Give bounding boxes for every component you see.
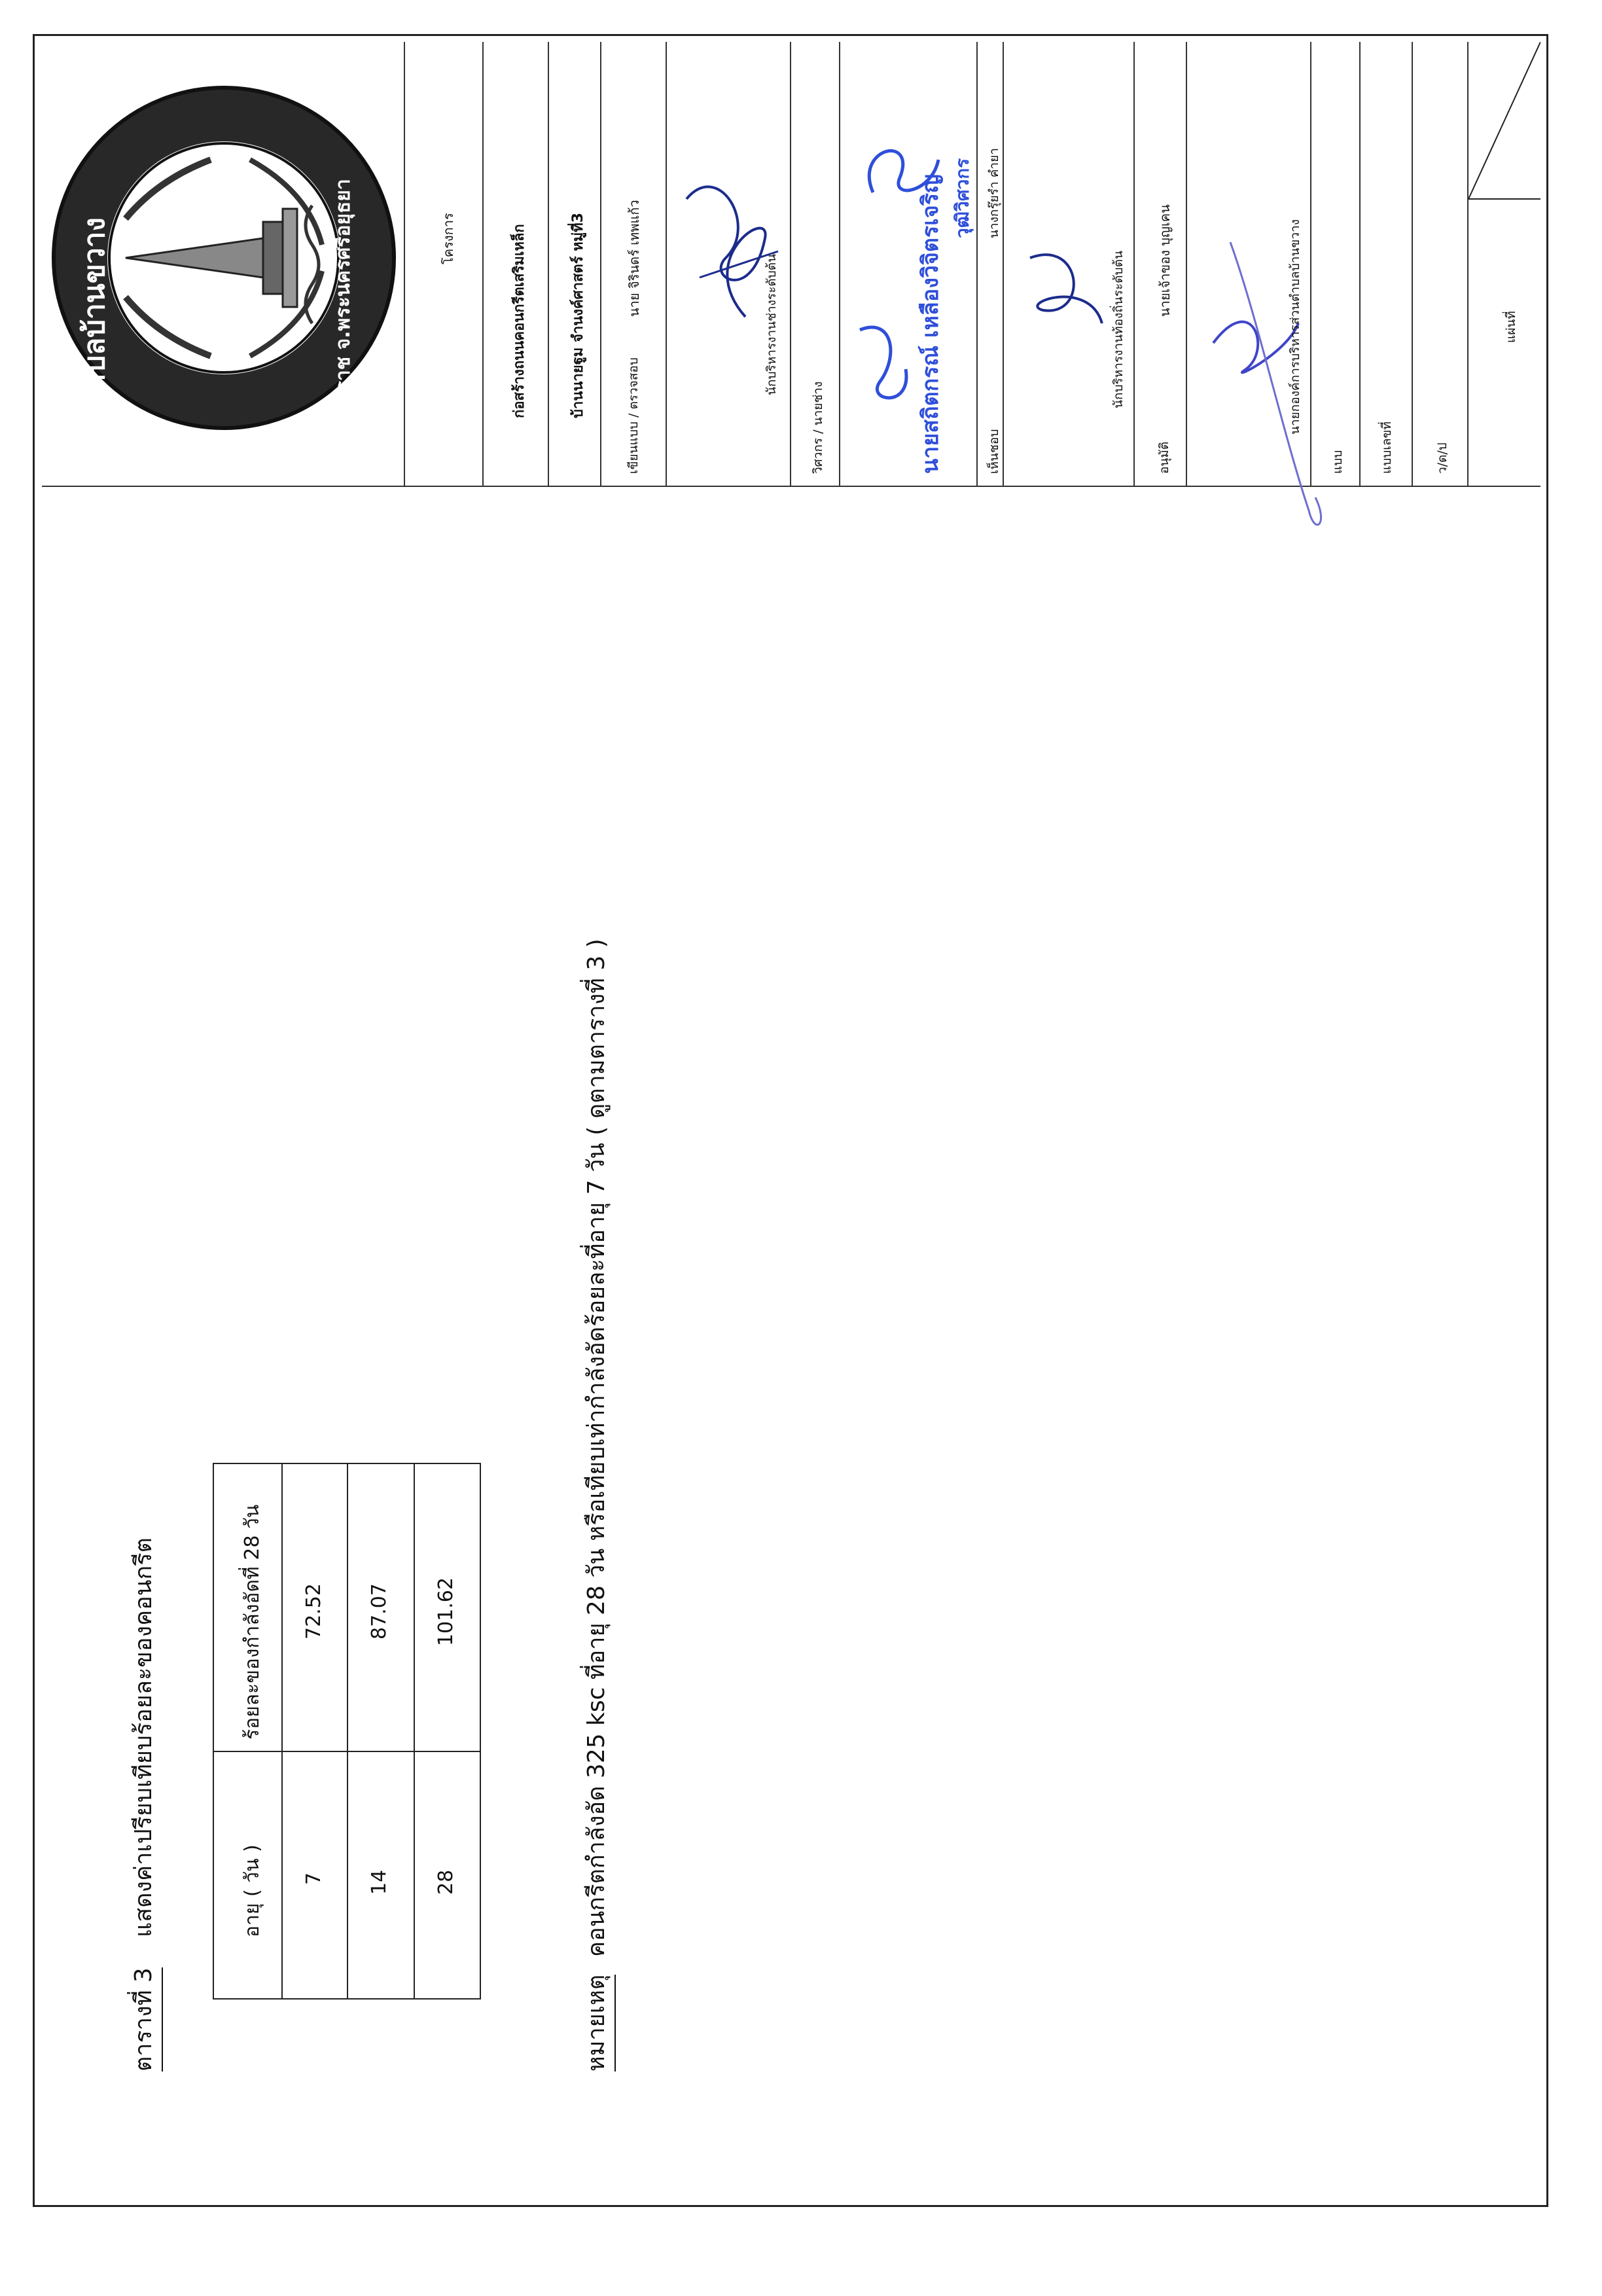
designer-signature-band xyxy=(667,42,791,487)
seal-area xyxy=(42,42,405,487)
project-name: ก่อสร้างถนนคอนกรีตเสริมเหล็ก xyxy=(511,224,527,418)
approver-position: นายกองค์การบริหารส่วนตำบลบ้านขวาง xyxy=(1288,219,1302,435)
table-caption-text: แสดงค่าเปรียบเทียบร้อยละของคอนกรีต xyxy=(130,1537,157,1937)
sheet-diagonal xyxy=(1468,42,1540,487)
drawing-label: แบบ xyxy=(1330,450,1345,474)
note-label: หมายเหตุ xyxy=(577,1975,616,2072)
approver-label: อนุมัติ xyxy=(1157,441,1171,474)
reviewer-name: นางกรุ๊ยรำ คำยา xyxy=(987,148,1001,238)
seal-text-top: ตำบลบ้านขวาง xyxy=(78,217,111,408)
table-header-divider xyxy=(281,1463,283,2000)
table-header-age: อายุ ( วัน ) xyxy=(241,1844,264,1937)
engineer-signature-icon xyxy=(840,42,978,487)
reviewer-band xyxy=(1004,42,1135,487)
table-row-3-age: 28 xyxy=(435,1869,457,1895)
sheet-label: แผ่นที่ xyxy=(1504,311,1518,343)
approver-name-band xyxy=(1135,42,1187,487)
date-label: ว/ด/ป xyxy=(1435,442,1450,474)
engineer-name: นายสถิตกรณ์ เหลืองวิจิตรเจริญ xyxy=(917,174,944,474)
project-location-band xyxy=(549,42,601,487)
table-caption-label: ตารางที่ 3 xyxy=(124,1967,163,2072)
tambon-seal-icon xyxy=(42,42,405,487)
reviewer-label: เห็นชอบ xyxy=(987,429,1001,474)
reviewer-position: นักบริหารงานท้องถิ่นระดับต้น xyxy=(1111,251,1126,408)
engineer-label: วิศวกร / นายช่าง xyxy=(811,381,825,474)
reviewer-label-band xyxy=(978,42,1004,487)
project-label: โครงการ xyxy=(440,213,456,264)
project-location: บ้านนายฐูม จำนงค์ศาสตร์ หมู่ที่3 xyxy=(570,212,586,418)
approver-pen-stroke xyxy=(1204,236,1466,563)
engineer-band xyxy=(840,42,978,487)
designer-name: นาย จิรินดร์ เทพแก้ว xyxy=(626,200,642,317)
table-row-3-strength: 101.62 xyxy=(435,1577,457,1646)
designer-position: นักบริหารงานช่างระดับต้น xyxy=(764,253,779,395)
table-header-strength: ร้อยละของกำลังอัดที่ 28 วัน xyxy=(241,1504,264,1740)
table-row-divider-2 xyxy=(414,1463,415,2000)
note-text: คอนกรีตกำลังอัด 325 ksc ที่อายุ 28 วัน หรือเทียบเท่ากำลังอัดร้อยละที่อายุ 7 วัน ( ดูตามตารางที่ 3 ) xyxy=(583,939,610,1957)
designer-band xyxy=(601,42,667,487)
designer-label: เขียนแบบ / ตรวจสอบ xyxy=(626,357,641,474)
engineer-license: วุฒิวิศวกร xyxy=(952,158,973,238)
table-row-2-age: 14 xyxy=(368,1869,391,1895)
project-name-band xyxy=(484,42,549,487)
table-row-2-strength: 87.07 xyxy=(368,1583,391,1640)
table-column-divider xyxy=(213,1751,481,1752)
table-row-1-strength: 72.52 xyxy=(302,1583,325,1640)
drawing-no-label: แบบเลขที่ xyxy=(1380,421,1394,474)
approver-name: นายเจ้าของ บุญเคน xyxy=(1157,204,1173,317)
table-row-1-age: 7 xyxy=(302,1872,325,1885)
project-band xyxy=(405,42,484,487)
sheet-band xyxy=(1468,42,1540,487)
engineer-label-band xyxy=(791,42,840,487)
table-row-divider-1 xyxy=(347,1463,348,2000)
seal-text-bottom: อ.มหาราช จ.พระนครศรีอยุธยา xyxy=(332,179,355,448)
